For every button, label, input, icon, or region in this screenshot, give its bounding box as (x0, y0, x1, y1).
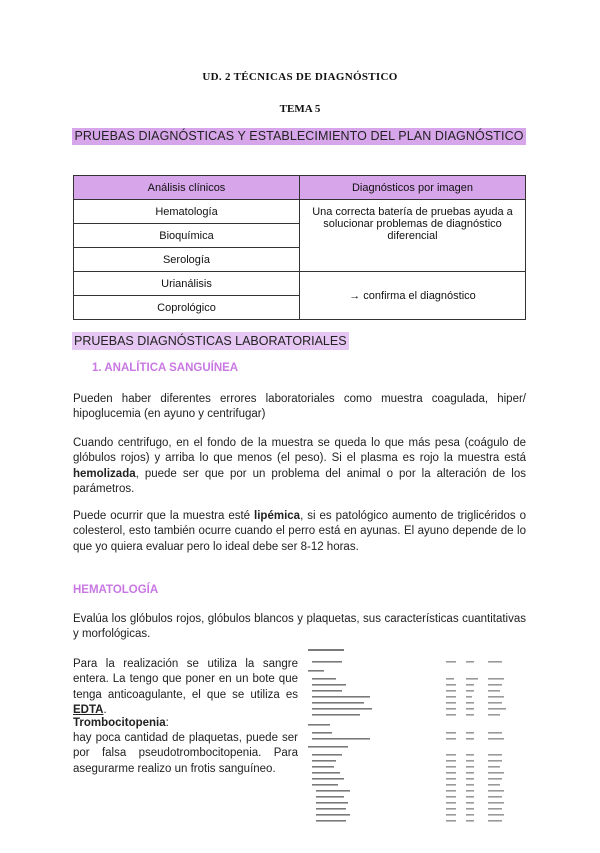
analitica-subheading: 1. ANALÍTICA SANGUÍNEA (92, 362, 239, 374)
paragraph-evalua: Evalúa los glóbulos rojos, glóbulos blancos y plaquetas, sus características cuantitativas y morfológicas. (73, 613, 526, 641)
edta-term: EDTA (73, 703, 104, 716)
table-cell-bioquimica: Bioquímica (74, 224, 300, 248)
trombocitopenia-label: Trombocitopenia: (73, 717, 169, 729)
table-header-imaging: Diagnósticos por imagen (300, 176, 526, 200)
diagnostic-table (73, 175, 526, 320)
hematologia-heading: HEMATOLOGÍA (73, 584, 159, 596)
table-header-clinical: Análisis clínicos (74, 176, 300, 200)
table-cell-hematologia: Hematología (74, 200, 300, 224)
unit-title: UD. 2 TÉCNICAS DE DIAGNÓSTICO (202, 71, 398, 83)
main-heading: PRUEBAS DIAGNÓSTICAS Y ESTABLECIMIENTO DEL PLAN DIAGNÓSTICO (72, 128, 526, 145)
table-cell-urianalisis: Urianálisis (74, 272, 300, 296)
tema-title: TEMA 5 (279, 103, 321, 115)
lab-section-heading: PRUEBAS DIAGNÓSTICAS LABORATORIALES (74, 334, 347, 348)
table-note-bateria: Una correcta batería de pruebas ayuda a solucionar problemas de diagnóstico diferencial (300, 200, 526, 272)
hemolizada-term: hemolizada (73, 467, 136, 480)
paragraph-lipemica: Puede ocurrir que la muestra esté lipémica, si es patológico aumento de triglicéridos o colesterol, esto también ocurre cuando el perro está en ayunas. El ayuno depende de lo que yo quiera evaluar pero lo ideal debe ser 8-12 horas. (73, 510, 526, 553)
paragraph-trombocitopenia: hay poca cantidad de plaquetas, puede ser por falsa pseudotrombocitopenia. Para asegurarme realizo un frotis sanguíneo. (73, 732, 298, 775)
table-cell-coprologico: Coprológico (74, 296, 300, 320)
lab-report-image (308, 648, 526, 848)
table-cell-serologia: Serología (74, 248, 300, 272)
paragraph-errores: Pueden haber diferentes errores laboratoriales como muestra coagulada, hiper/ hipoglucemia (en ayuno y centrifugar) (73, 393, 526, 421)
lipemica-term: lipémica (254, 510, 301, 522)
paragraph-centrifugo: Cuando centrifugo, en el fondo de la muestra se queda lo que más pesa (coágulo de glóbulos rojos) y arriba lo que menos (el peso). Si el plasma es rojo la muestra está hemolizada, puede ser que por un problema del animal o por la alteración de los parámetros. (73, 437, 526, 495)
table-note-confirma: → confirma el diagnóstico (300, 272, 526, 320)
paragraph-sangre-entera: Para la realización se utiliza la sangre entera. La tengo que poner en un bote que tenga anticoagulante, el que se utiliza es EDTA. (73, 658, 298, 716)
lab-report-thumbnail (308, 648, 526, 848)
